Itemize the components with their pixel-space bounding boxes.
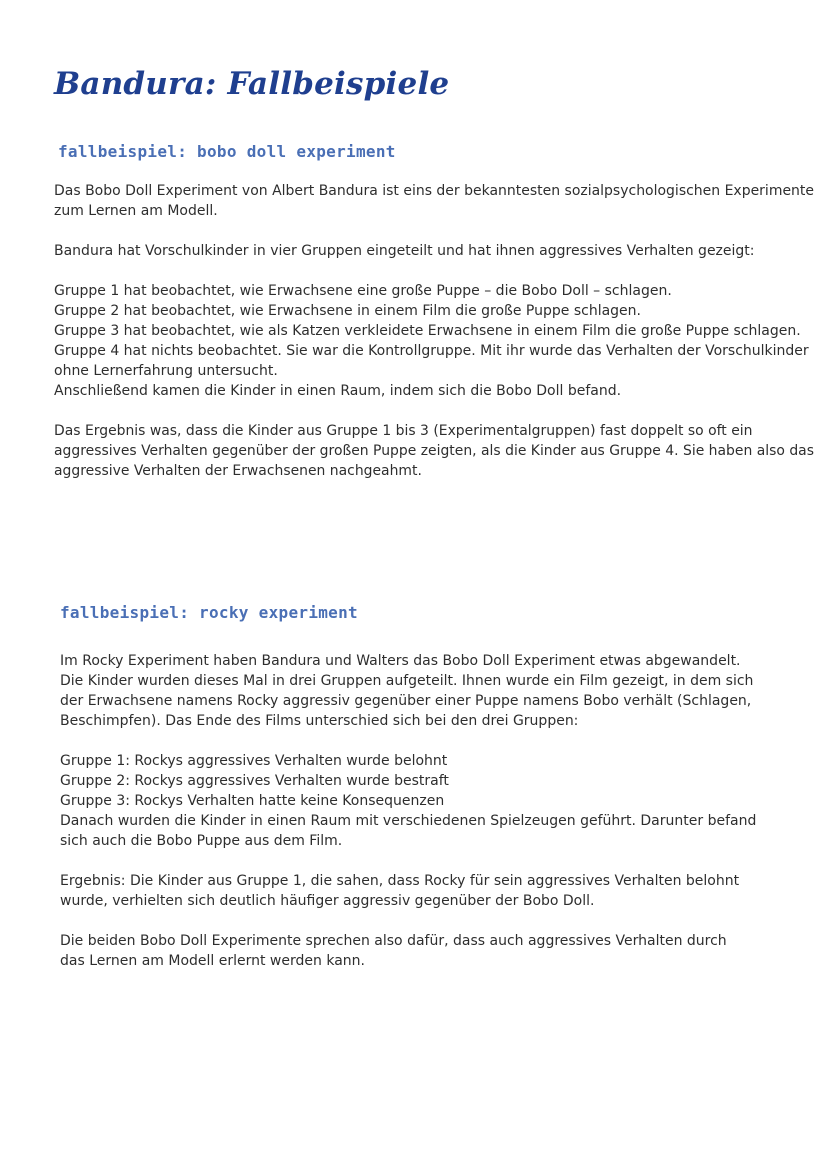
- section2-conclusion: [60, 931, 727, 971]
- text-line: Die Kinder wurden dieses Mal in drei Gruppen aufgeteilt. Ihnen wurde ein Film gezeigt, in dem sich: [60, 673, 754, 689]
- text-line: Ergebnis: Die Kinder aus Gruppe 1, die sahen, dass Rocky für sein aggressives Verhalten belohnt: [60, 873, 740, 889]
- text-line: Anschließend kamen die Kinder in einen Raum, indem sich die Bobo Doll befand.: [54, 383, 622, 399]
- text-line: aggressives Verhalten gegenüber der großen Puppe zeigten, als die Kinder aus Gruppe 4. Sie haben also das: [54, 443, 814, 459]
- text-line: Gruppe 3 hat beobachtet, wie als Katzen verkleidete Erwachsene in einem Film die große Puppe schlagen.: [54, 323, 801, 339]
- section2-result: [60, 871, 739, 911]
- text-line: Gruppe 2: Rockys aggressives Verhalten wurde bestraft: [60, 773, 449, 789]
- text-line: Im Rocky Experiment haben Bandura und Walters das Bobo Doll Experiment etwas abgewandelt.: [60, 653, 741, 669]
- text-line: Gruppe 4 hat nichts beobachtet. Sie war die Kontrollgruppe. Mit ihr wurde das Verhalten der Vorschulkinder: [54, 343, 809, 359]
- section-heading-bobo-doll: fallbeispiel: bobo doll experiment: [58, 142, 396, 161]
- section-heading-rocky: fallbeispiel: rocky experiment: [60, 603, 358, 622]
- text-line: Bandura hat Vorschulkinder in vier Gruppen eingeteilt und hat ihnen aggressives Verhalten gezeigt:: [54, 243, 755, 259]
- text-line: Die beiden Bobo Doll Experimente sprechen also dafür, dass auch aggressives Verhalten durch: [60, 933, 727, 949]
- text-line: Danach wurden die Kinder in einen Raum mit verschiedenen Spielzeugen geführt. Darunter befand: [60, 813, 757, 829]
- text-line: Das Bobo Doll Experiment von Albert Bandura ist eins der bekanntesten sozialpsychologischen Experimente: [54, 183, 815, 199]
- text-line: Gruppe 3: Rockys Verhalten hatte keine Konsequenzen: [60, 793, 445, 809]
- section1-result: [54, 421, 814, 481]
- text-line: zum Lernen am Modell.: [54, 203, 218, 219]
- text-line: Gruppe 1: Rockys aggressives Verhalten wurde belohnt: [60, 753, 448, 769]
- text-line: Gruppe 2 hat beobachtet, wie Erwachsene in einem Film die große Puppe schlagen.: [54, 303, 641, 319]
- text-line: das Lernen am Modell erlernt werden kann.: [60, 953, 365, 969]
- text-line: Beschimpfen). Das Ende des Films unterschied sich bei den drei Gruppen:: [60, 713, 579, 729]
- text-line: ohne Lernerfahrung untersucht.: [54, 363, 278, 379]
- section2-groups: [60, 751, 756, 851]
- section1-groups: [54, 281, 809, 401]
- section1-setup: [54, 241, 755, 261]
- text-line: aggressive Verhalten der Erwachsenen nachgeahmt.: [54, 463, 422, 479]
- page-title: Bandura: Fallbeispiele: [54, 66, 450, 102]
- section1-intro: [54, 181, 814, 221]
- text-line: wurde, verhielten sich deutlich häufiger aggressiv gegenüber der Bobo Doll.: [60, 893, 595, 909]
- text-line: der Erwachsene namens Rocky aggressiv gegenüber einer Puppe namens Bobo verhält (Schlagen,: [60, 693, 752, 709]
- text-line: sich auch die Bobo Puppe aus dem Film.: [60, 833, 343, 849]
- text-line: Gruppe 1 hat beobachtet, wie Erwachsene eine große Puppe – die Bobo Doll – schlagen.: [54, 283, 672, 299]
- text-line: Das Ergebnis was, dass die Kinder aus Gruppe 1 bis 3 (Experimentalgruppen) fast doppelt so oft ein: [54, 423, 753, 439]
- section2-intro: [60, 651, 753, 731]
